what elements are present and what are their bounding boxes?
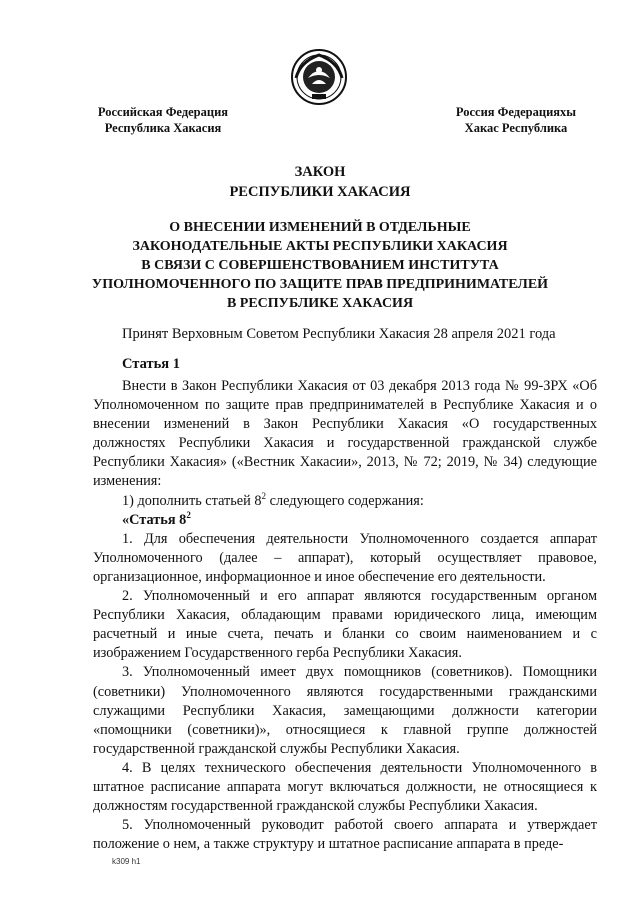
- header-right-republic: Хакас Республика: [464, 121, 568, 135]
- item1-superscript: 2: [261, 490, 267, 501]
- header-left-republic: Республика Хакасия: [104, 121, 222, 135]
- body-paragraph-1: 1. Для обеспечения деятельности Уполномоченного создается аппарат Уполномоченного (далее – аппарат), который осуществляет правовое, организационное, информационное и иное обеспечение его деятельности.: [93, 530, 597, 585]
- body-paragraph-3: 3. Уполномоченный имеет двух помощников (советников). Помощники (советники) Уполномоченного являются государственными гражданскими служащими Республики Хакасия, замещающими должности категории «помощники (советники)», относящиеся к главной группе должностей государственной гражданской службы Республики Хакасия.: [93, 664, 597, 757]
- item1-text: 1) дополнить статьей 8: [122, 492, 262, 509]
- law-title-line1: ЗАКОН: [294, 164, 346, 180]
- law-subject-line2: ЗАКОНОДАТЕЛЬНЫЕ АКТЫ РЕСПУБЛИКИ ХАКАСИЯ: [132, 239, 508, 254]
- footer-code: k309 h1: [112, 857, 141, 866]
- header-right-country: Россия Федерацияхы: [455, 105, 577, 119]
- header-right: [432, 104, 600, 136]
- body-intro-paragraph: Внести в Закон Республики Хакасия от 03 декабря 2013 года № 99-ЗРХ «Об Уполномоченном по защите прав предпринимателей в Республике Хакасия и о внесении изменений в Закон Республики Хакасия «О государственных должностях Республики Хакасия и государственной гражданской службе Республики Хакасия» («Вестник Хакасии», 2013, № 72; 2019, № 34) следующие изменения:: [93, 378, 597, 490]
- law-title-line2: РЕСПУБЛИКИ ХАКАСИЯ: [229, 184, 411, 200]
- body-paragraph-5: 5. Уполномоченный руководит работой своего аппарата и утверждает положение о нем, а также структуру и штатное расписание аппарата в преде-: [93, 817, 597, 853]
- law-subject-line5: В РЕСПУБЛИКЕ ХАКАСИЯ: [226, 296, 414, 311]
- adoption-statement: Принят Верховным Советом Республики Хакасия 28 апреля 2021 года: [122, 326, 556, 342]
- header-left-country: Российская Федерация: [97, 105, 229, 119]
- law-title: [0, 162, 640, 202]
- header-left: [88, 104, 238, 136]
- new-article-label: «Статья 8: [122, 511, 187, 528]
- body-paragraph-2: 2. Уполномоченный и его аппарат являются государственным органом Республики Хакасия, обладающим правами юридического лица, имеющим расчетный и иные счета, печать и бланки со своим наименованием и с изображением Государственного герба Республики Хакасия.: [93, 588, 597, 662]
- coat-of-arms-emblem: [290, 48, 348, 106]
- document-body: [93, 377, 597, 854]
- law-subject-line4: УПОЛНОМОЧЕННОГО ПО ЗАЩИТЕ ПРАВ ПРЕДПРИНИМАТЕЛЕЙ: [91, 277, 549, 292]
- new-article-heading: [93, 511, 597, 530]
- law-subject-line3: В СВЯЗИ С СОВЕРШЕНСТВОВАНИЕМ ИНСТИТУТА: [141, 258, 499, 273]
- item1-text-end: следующего содержания:: [266, 492, 424, 509]
- body-item-1: [93, 492, 597, 511]
- article-heading: Статья 1: [122, 356, 180, 372]
- law-subject-line1: О ВНЕСЕНИИ ИЗМЕНЕНИЙ В ОТДЕЛЬНЫЕ: [169, 220, 471, 235]
- law-subject: [0, 218, 640, 313]
- new-article-superscript: 2: [186, 509, 191, 520]
- body-paragraph-4: 4. В целях технического обеспечения деятельности Уполномоченного в штатное расписание аппарата могут включаться должности, не относящиеся к должностям государственной гражданской службы Республики Хакасия.: [93, 759, 597, 815]
